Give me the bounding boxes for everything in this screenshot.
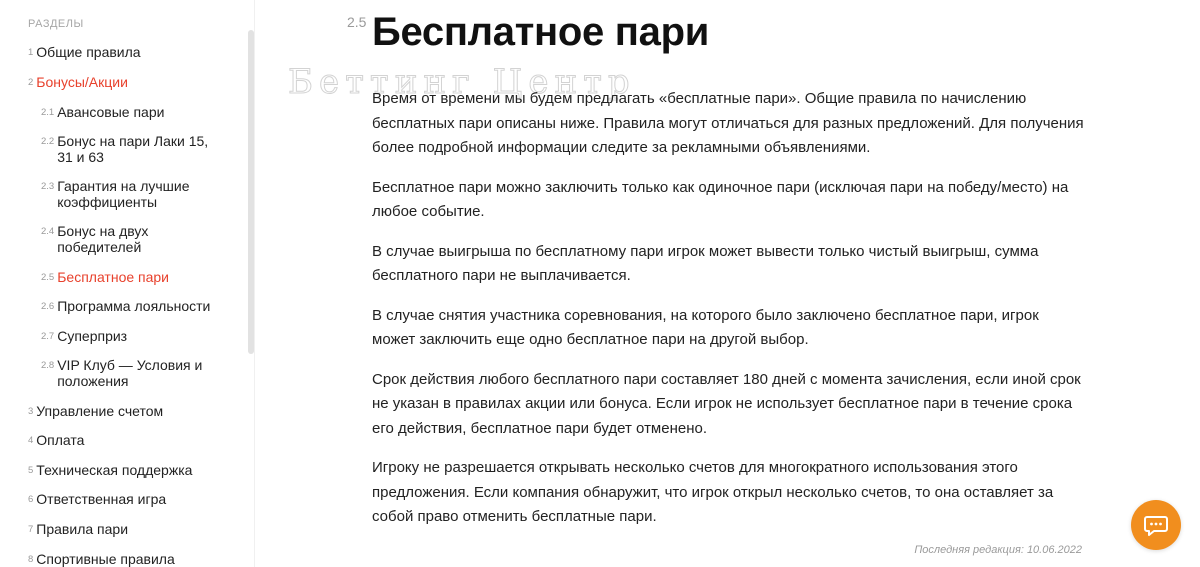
paragraph: В случае снятия участника соревнования, на которого было заключено бесплатное пари, игрок может заключить еще одно бесплатное пари на другой выбор.: [372, 306, 1039, 348]
sidebar-item-bonuses[interactable]: 2 Бонусы/Акции: [28, 74, 128, 90]
last-edited-date: Последняя редакция: 10.06.2022: [914, 544, 1082, 556]
paragraph: Срок действия любого бесплатного пари составляет 180 дней с момента зачисления, если иной срок не указан в правилах акции или бонуса. Если игрок не использует бесплатное пари в течение срока его действия, бесплатное пари будет отменено.: [372, 370, 1081, 437]
paragraph: В случае выигрыша по бесплатному пари игрок может вывести только чистый выигрыш, сумма бесплатного пари не выплачивается.: [372, 242, 1039, 284]
sidebar-item-support[interactable]: 5 Техническая поддержка: [28, 462, 193, 478]
sidebar-item-sport-rules[interactable]: 8 Спортивные правила: [28, 551, 175, 567]
section-number: 2.5: [347, 14, 367, 30]
sidebar-item-best-odds[interactable]: 2.3 Гарантия на лучшие коэффициенты: [41, 178, 190, 210]
sidebar-item-two-winners[interactable]: 2.4 Бонус на двух победителей: [41, 223, 149, 255]
watermark: Беттинг Центр: [288, 62, 636, 102]
chat-icon: [1143, 512, 1169, 538]
sidebar-item-account[interactable]: 3 Управление счетом: [28, 403, 164, 419]
paragraph: Время от времени мы будем предлагать «бесплатные пари». Общие правила по начислению бесплатных пари описаны ниже. Правила могут отличаться для разных предложений. Для получения более подробной информации следите за рекламными объявлениями.: [372, 90, 1084, 156]
sidebar-item-free-bet[interactable]: 2.5 Бесплатное пари: [41, 269, 169, 285]
sidebar-item-bet-rules[interactable]: 7 Правила пари: [28, 521, 129, 537]
sidebar-item-advance-bets[interactable]: 2.1 Авансовые пари: [41, 104, 165, 120]
paragraph: Бесплатное пари можно заключить только как одиночное пари (исключая пари на победу/место) на любое событие.: [372, 178, 1069, 220]
article-body: [372, 87, 1084, 545]
page-title: Бесплатное пари: [372, 10, 710, 54]
sidebar-scrollbar[interactable]: [248, 30, 254, 354]
sidebar-item-payment[interactable]: 4 Оплата: [28, 432, 85, 448]
paragraph: Игроку не разрешается открывать несколько счетов для многократного использования этого предложения. Если компания обнаружит, что игрок открыл несколько счетов, то она оставляет за собой право отменить бесплатные пари.: [372, 459, 1054, 525]
chat-button[interactable]: [1131, 500, 1181, 550]
sidebar-item-superprize[interactable]: 2.7 Суперприз: [41, 328, 128, 344]
sidebar-item-responsible-gaming[interactable]: 6 Ответственная игра: [28, 491, 167, 507]
sidebar-item-vip-club[interactable]: 2.8 VIP Клуб — Условия и положения: [41, 357, 203, 389]
sidebar: [0, 0, 255, 567]
sidebar-item-loyalty[interactable]: 2.6 Программа лояльности: [41, 298, 211, 314]
sidebar-item-lucky-bonus[interactable]: 2.2 Бонус на пари Лаки 15, 31 и 63: [41, 133, 209, 165]
sidebar-heading: РАЗДЕЛЫ: [28, 18, 84, 30]
sidebar-item-general-rules[interactable]: 1 Общие правила: [28, 44, 141, 60]
